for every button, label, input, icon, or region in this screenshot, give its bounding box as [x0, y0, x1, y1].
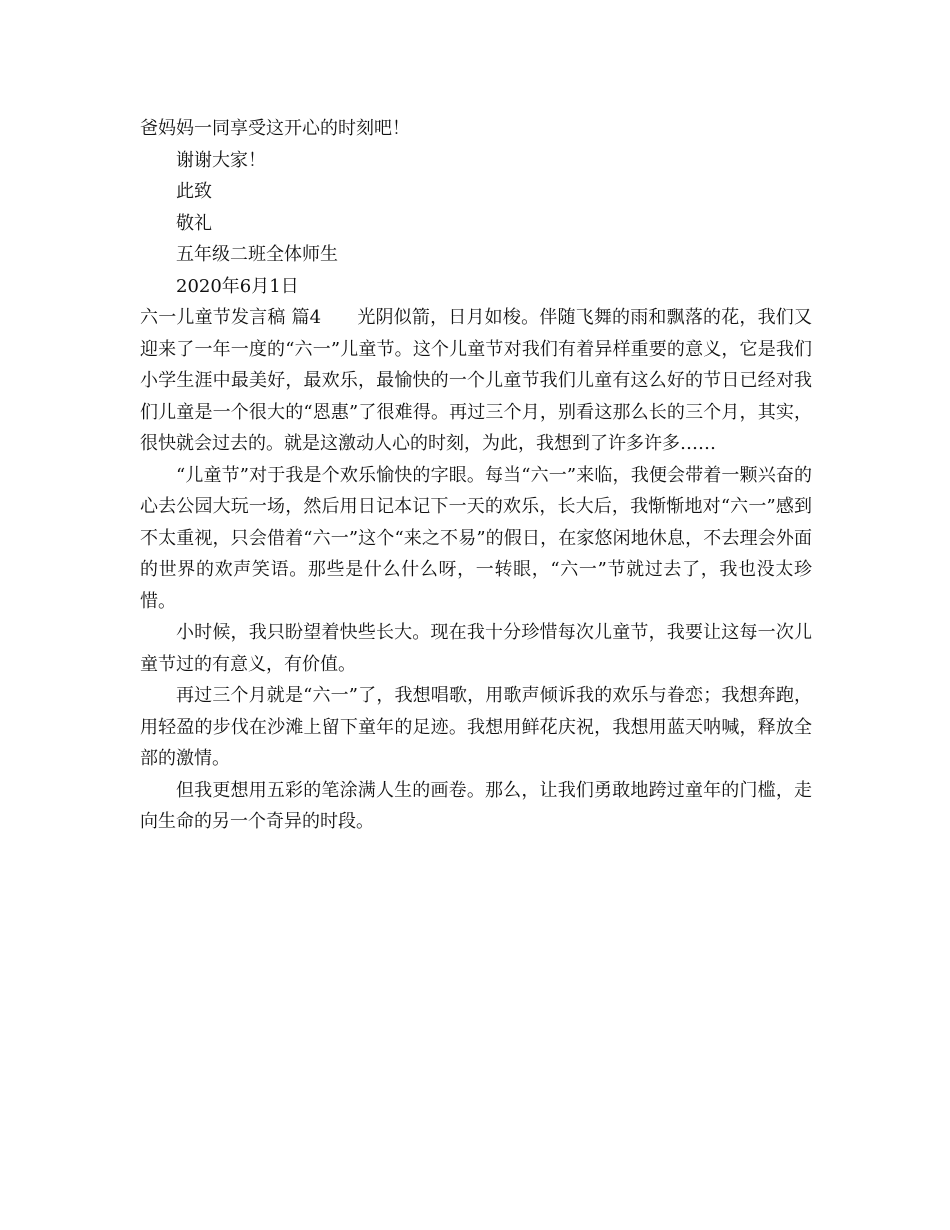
thanks-line: 谢谢大家！: [176, 149, 266, 171]
paragraph-3: 小时候，我只盼望着快些长大。现在我十分珍惜每次儿童节，我要让这每一次儿童节过的有意义，有价值。: [140, 622, 812, 675]
signature-line: 五年级二班全体师生: [176, 244, 338, 265]
closing-line: 爸妈妈一同享受这开心的时刻吧！: [140, 118, 410, 139]
salutation-jingli: 敬礼: [176, 212, 212, 234]
paragraph-2: “儿童节”对于我是个欢乐愉快的字眼。每当“六一”来临，我便会带着一颗兴奋的心去公园大玩一场，然后用日记本记下一天的欢乐，长大后，我惭惭地对“六一”感到不太重视，只会借着“六一”这个“来之不易”的假日，在家悠闲地休息，不去理会外面的世界的欢声笑语。那些是什么什么呀，一转眼，“六一”节就过去了，我也没太珍惜。: [140, 464, 812, 612]
paragraph-5: 但我更想用五彩的笔涂满人生的画卷。那么，让我们勇敢地跨过童年的门槛，走向生命的另一个奇异的时段。: [140, 779, 812, 832]
document-page: [140, 113, 812, 838]
paragraph-1: [140, 302, 812, 460]
paragraph-1-text: 光阴似箭，日月如梭。伴随飞舞的雨和飘落的花，我们又迎来了一年一度的“六一”儿童节。这个儿童节对我们有着异样重要的意义，它是我们小学生涯中最美好，最欢乐，最愉快的一个儿童节我们儿童有这么好的节日已经对我们儿童是一个很大的“恩惠”了很难得。再过三个月，别看这那么长的三个月，其实，很快就会过去的。就是这激动人心的时刻，为此，我想到了许多许多……: [140, 307, 812, 454]
paragraph-4: 再过三个月就是“六一”了，我想唱歌，用歌声倾诉我的欢乐与眷恋；我想奔跑，用轻盈的步伐在沙滩上留下童年的足迹。我想用鲜花庆祝，我想用蓝天呐喊，释放全部的激情。: [140, 685, 812, 769]
salutation-cizhi: 此致: [176, 181, 212, 202]
section-heading: 六一儿童节发言稿 篇4: [140, 307, 322, 328]
date-line: 2020年6月1日: [176, 275, 299, 297]
